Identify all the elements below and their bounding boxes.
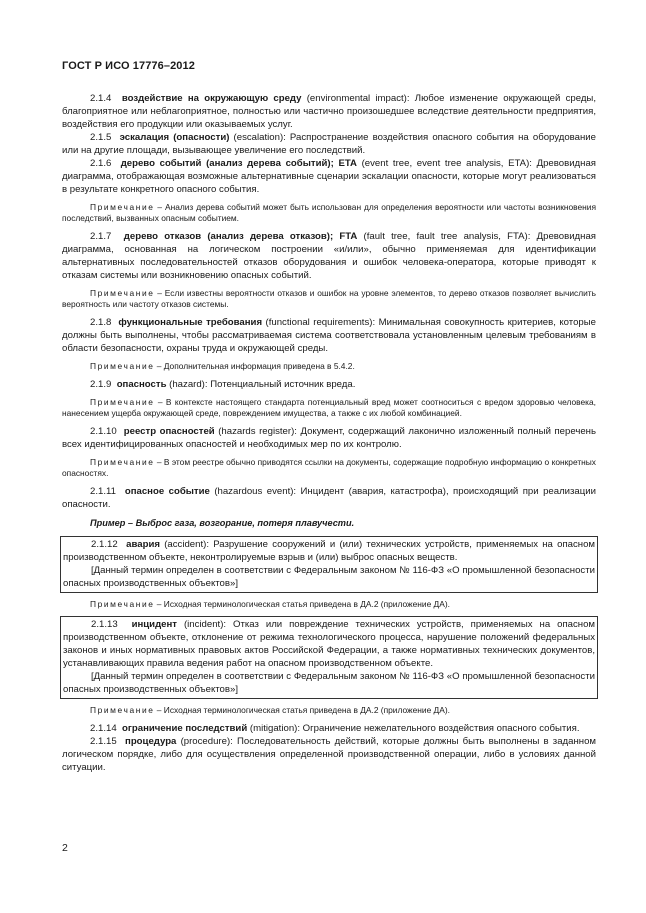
entry-term: функциональные требования	[118, 317, 263, 328]
entry-definition: (environmental impact): Любое изменение окружающей среды, благоприятное или неблагоприятное, полностью или частично произошедшее вследствие деятельности предприятия, воздействия его продукции или оказываемых услуг.	[62, 93, 596, 130]
entry-2-1-10	[62, 425, 596, 451]
entry-2-1-9	[62, 378, 596, 391]
note-text: – Дополнительная информация приведена в 5.4.2.	[154, 361, 355, 371]
entry-definition: (incident): Отказ или повреждение технических устройств, применяемых на опасном производственном объекте, отклонение от режима технологического процесса, нарушение положений федеральных законов и иных нормативных правовых актов Российской Федерации, а также нормативных технических документов, устанавливающих правила ведения работ на опасном производственном объекте.	[63, 619, 595, 669]
note-2-1-12	[62, 599, 596, 610]
note-label: Примечание	[90, 361, 155, 371]
note-label: Примечание	[90, 599, 155, 609]
note-text: – Исходная терминологическая статья приведена в ДА.2 (приложение ДА).	[154, 599, 450, 609]
entry-term: ограничение последствий	[122, 723, 248, 734]
page-number: 2	[62, 842, 68, 854]
entry-number: 2.1.6	[90, 158, 112, 169]
entry-term: дерево отказов (анализ дерева отказов); FTA	[123, 231, 358, 242]
entry-2-1-6	[62, 157, 596, 196]
note-label: Примечание	[90, 202, 155, 212]
entry-term: опасное событие	[124, 486, 210, 497]
note-label: Примечание	[90, 397, 155, 407]
entry-term: воздействие на окружающую среду	[121, 93, 302, 104]
entry-definition: (mitigation): Ограничение нежелательного воздействия опасного события.	[247, 723, 580, 734]
entry-definition: (event tree, event tree analysis, ETA): Древовидная диаграмма, отображающая возможные альтернативные сценарии эскалации опасности, которые могут реализоваться в результате конкретного опасного события.	[62, 158, 596, 195]
entry-number: 2.1.14	[90, 723, 117, 734]
entry-term: инцидент	[131, 619, 177, 630]
entry-definition: (hazard): Потенциальный источник вреда.	[166, 379, 356, 390]
note-label: Примечание	[90, 288, 155, 298]
entry-2-1-14	[62, 722, 596, 735]
note-text: – Если известны вероятности отказов и ошибок на уровне элементов, то дерево отказов позволяет вычислить вероятность или частоту отказов системы.	[62, 288, 596, 309]
note-text: – Анализ дерева событий может быть использован для определения вероятности или частоты возникновения последствий, вызванных опасным событием.	[62, 202, 596, 223]
note-text: – В этом реестре обычно приводятся ссылки на документы, содержащие подробную информацию о конкретных опасностях.	[62, 457, 596, 478]
entry-term: дерево событий (анализ дерева событий); ETA	[120, 158, 357, 169]
entry-number: 2.1.7	[90, 231, 112, 242]
entry-definition: (escalation): Распространение воздействия опасного события на оборудование или на другие площади, вызывающее увеличение его последствий.	[62, 132, 596, 156]
note-2-1-10	[62, 457, 596, 479]
example-2-1-11: Пример – Выброс газа, возгорание, потеря плавучести.	[90, 518, 355, 528]
note-2-1-9	[62, 397, 596, 419]
entry-number: 2.1.11	[90, 486, 116, 497]
entry-number: 2.1.8	[90, 317, 112, 328]
entry-definition: (functional requirements): Минимальная совокупность критериев, которые должны быть выполнены, чтобы рассматриваемая система соответствовала установленным целевым требованиям в области безопасности, охраны труда и окружающей среды.	[62, 317, 596, 354]
entry-term: авария	[126, 539, 160, 550]
entry-number: 2.1.10	[90, 426, 117, 437]
entry-definition: (fault tree, fault tree analysis, FTA): Древовидная диаграмма, основанная на логическом построении «и/или», обычно применяемая для идентификации альтернативных последовательностей отказов оборудования и ошибок человека-оператора, которые приводят к отказам системы или возникновению опасных событий.	[62, 231, 596, 281]
entry-number: 2.1.13	[91, 619, 118, 630]
boxed-entry-2-1-12	[60, 536, 598, 593]
entry-number: 2.1.15	[90, 736, 117, 747]
entry-definition: (hazardous event): Инцидент (авария, катастрофа), происходящий при реализации опасности.	[62, 486, 596, 510]
entry-definition: (hazards register): Документ, содержащий лаконично изложенный полный перечень всех идентифицированных опасностей и необходимых мер по их контролю.	[62, 426, 596, 450]
entry-term: процедура	[125, 736, 177, 747]
note-2-1-8	[62, 361, 596, 372]
page-header: ГОСТ Р ИСО 17776–2012	[62, 60, 195, 72]
entry-term: эскалация (опасности)	[119, 132, 230, 143]
note-label: Примечание	[90, 705, 155, 715]
entry-term: реестр опасностей	[123, 426, 215, 437]
entry-number: 2.1.9	[90, 379, 112, 390]
entry-definition: (accident): Разрушение сооружений и (или) технических устройств, применяемых на опасном производственном объекте, неконтролируемые взрыв и (или) выброс опасных веществ.	[63, 539, 595, 563]
note-2-1-13	[62, 705, 596, 716]
entry-2-1-13	[63, 618, 595, 670]
note-text: – Исходная терминологическая статья приведена в ДА.2 (приложение ДА).	[154, 705, 450, 715]
entry-definition: (procedure): Последовательность действий, которые должны быть выполнены в заданном логическом порядке, либо для осуществления определенной производственной операции, либо в условиях данной ситуации.	[62, 736, 596, 773]
note-2-1-6	[62, 202, 596, 224]
entry-2-1-11	[62, 485, 596, 511]
note-2-1-7	[62, 288, 596, 310]
boxed-entry-2-1-13	[60, 616, 598, 699]
note-text: – В контексте настоящего стандарта потенциальный вред может соотноситься с вредом здоровью человека, нанесением ущерба окружающей среде, повреждением имущества, а также с их любой комбинацией.	[62, 397, 596, 418]
note-label: Примечание	[90, 457, 155, 467]
entry-2-1-4	[62, 92, 596, 131]
entry-2-1-15	[62, 735, 596, 774]
entry-reference: [Данный термин определен в соответствии с Федеральным законом № 116-ФЗ «О промышленной безопасности опасных производственных объектов»]	[63, 671, 595, 695]
entry-number: 2.1.5	[90, 132, 112, 143]
entry-2-1-7	[62, 230, 596, 282]
entry-2-1-5	[62, 131, 596, 157]
entry-number: 2.1.12	[91, 539, 118, 550]
entry-reference: [Данный термин определен в соответствии с Федеральным законом № 116-ФЗ «О промышленной безопасности опасных производственных объектов»]	[63, 565, 595, 589]
entry-2-1-12	[63, 538, 595, 564]
entry-2-1-8	[62, 316, 596, 355]
entry-term: опасность	[116, 379, 167, 390]
document-body	[62, 92, 596, 774]
entry-number: 2.1.4	[90, 93, 112, 104]
